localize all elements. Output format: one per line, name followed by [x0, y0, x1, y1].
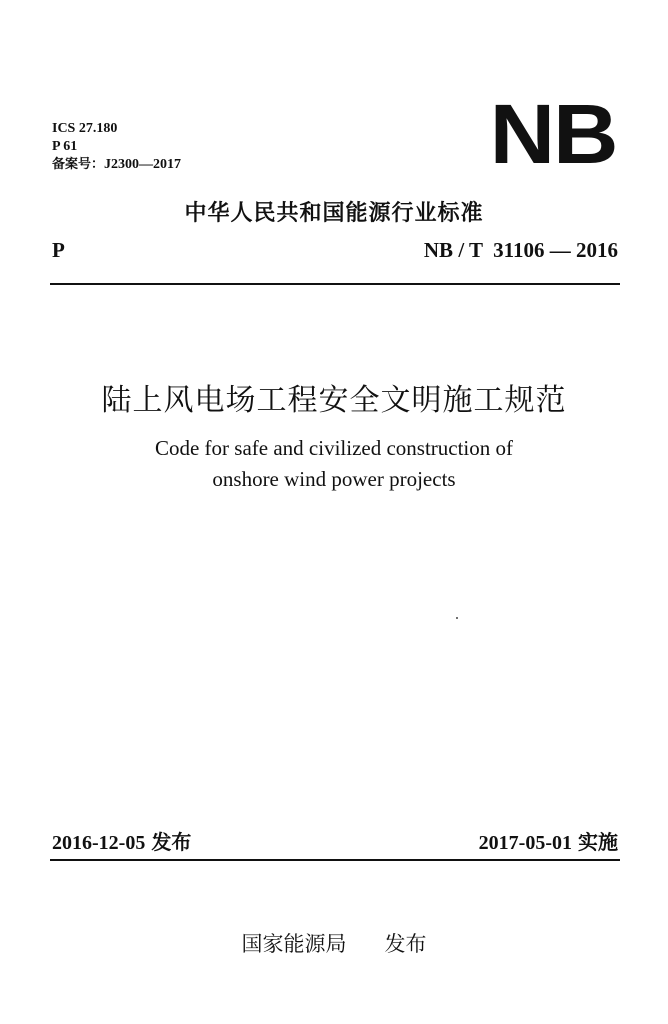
title-chinese: 陆上风电场工程安全文明施工规范 [101, 383, 567, 418]
publisher-line [0, 928, 668, 958]
record-number: J2300—2017 [104, 157, 182, 172]
ccs-code: P 61 [52, 139, 78, 154]
implementation-date-line [479, 826, 618, 855]
standard-number: NB / T 31106 — 2016 [423, 238, 618, 262]
title-english-line-1: Code for safe and civilized construction of [154, 436, 514, 460]
industry-standard-title: 中华人民共和国能源行业标准 [184, 201, 484, 226]
nb-logo: NB [489, 87, 616, 181]
issue-date-line [52, 826, 191, 855]
classification-block [52, 120, 181, 174]
implementation-label: 实施 [578, 830, 618, 854]
scan-speck [456, 617, 458, 619]
issue-label: 发布 [151, 830, 192, 854]
publisher-action: 发布 [384, 932, 427, 956]
bottom-divider [50, 859, 620, 861]
title-english-line-2: onshore wind power projects [212, 467, 456, 491]
issue-date: 2016-12-05 [52, 832, 146, 854]
category-letter: P [52, 238, 65, 262]
top-divider [50, 283, 620, 285]
record-number-label: 备案号： [52, 157, 105, 172]
implementation-date: 2017-05-01 [478, 832, 572, 854]
publisher-name: 国家能源局 [241, 932, 347, 956]
ics-code: ICS 27.180 [52, 121, 118, 136]
record-number-line [52, 156, 181, 174]
